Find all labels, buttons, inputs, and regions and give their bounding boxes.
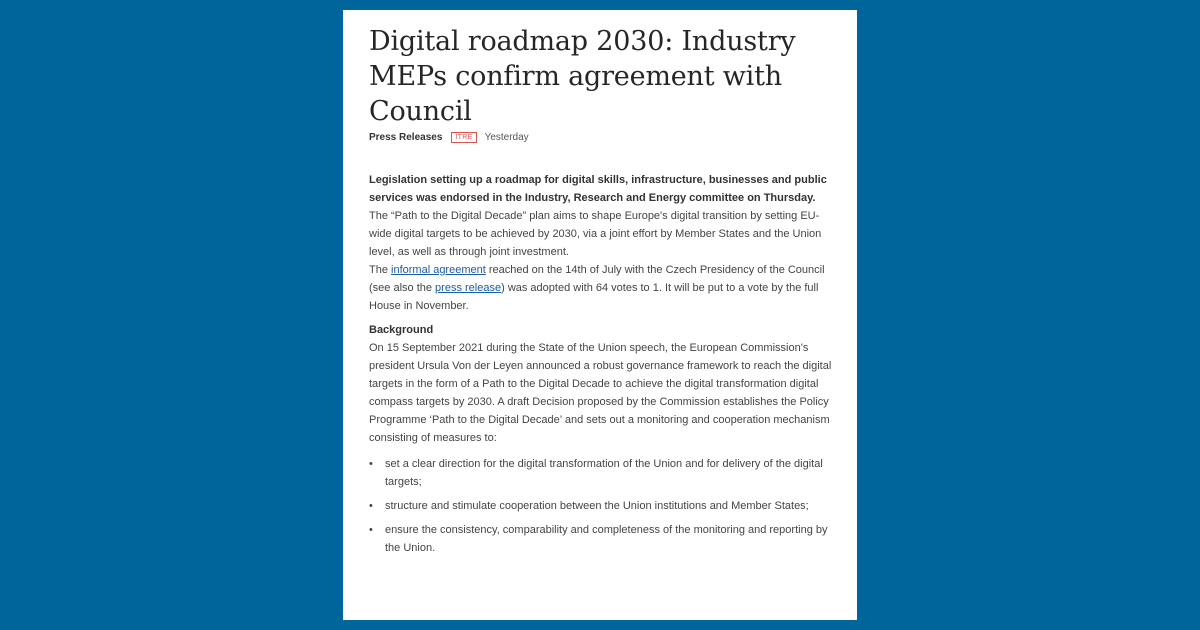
list-item [369, 455, 841, 491]
list-item [369, 497, 841, 515]
paragraph-agreement-text-3: ) was adopted with 64 votes to 1. It will be put to a vote by the full House in November. [369, 282, 819, 312]
paragraph-background: On 15 September 2021 during the State of the Union speech, the European Commission's president Ursula Von der Leyen announced a robust governance framework to reach the digital targets in the form of a Path to the Digital Decade to achieve the digital transformation digital compass targets by 2030. A draft Decision proposed by the Commission establishes the Policy Programme ‘Path to the Digital Decade’ and sets out a monitoring and cooperation mechanism consisting of measures to: [369, 342, 832, 444]
bullet-icon: • [369, 524, 373, 536]
paragraph-agreement-text-1: The [369, 264, 392, 276]
informal-agreement-link[interactable]: informal agreement [391, 264, 486, 276]
paragraph-intro: The “Path to the Digital Decade” plan aims to shape Europe's digital transition by setting EU-wide digital targets to be achieved by 2030, via a joint effort by Member States and the Union level, as well as through joint investment. [369, 210, 822, 258]
list-item-text: structure and stimulate cooperation between the Union institutions and Member States; [385, 500, 809, 512]
background-heading: Background [369, 324, 434, 336]
paragraph-agreement [369, 261, 841, 315]
category-label: Press Releases [369, 131, 443, 143]
press-release-link[interactable]: press release [435, 282, 502, 294]
article-title: Digital roadmap 2030: Industry MEPs confirm agreement with Council [369, 26, 796, 127]
measures-list [369, 455, 841, 557]
list-item-text: ensure the consistency, comparability and completeness of the monitoring and reporting by the Union. [385, 524, 828, 554]
article-meta [369, 129, 841, 145]
publish-date: Yesterday [484, 131, 529, 143]
list-item-text: set a clear direction for the digital transformation of the Union and for delivery of the digital targets; [385, 458, 823, 488]
bullet-icon: • [369, 458, 373, 470]
article-lead: Legislation setting up a roadmap for digital skills, infrastructure, businesses and public services was endorsed in the Industry, Research and Energy committee on Thursday. [369, 174, 827, 204]
committee-tag[interactable]: ITRE [451, 132, 476, 143]
list-item [369, 521, 841, 557]
bullet-icon: • [369, 500, 373, 512]
paragraph-agreement-text-2: reached on the 14th of July with the Czech Presidency of the Council (see also the [369, 264, 825, 294]
article-card [343, 10, 857, 620]
